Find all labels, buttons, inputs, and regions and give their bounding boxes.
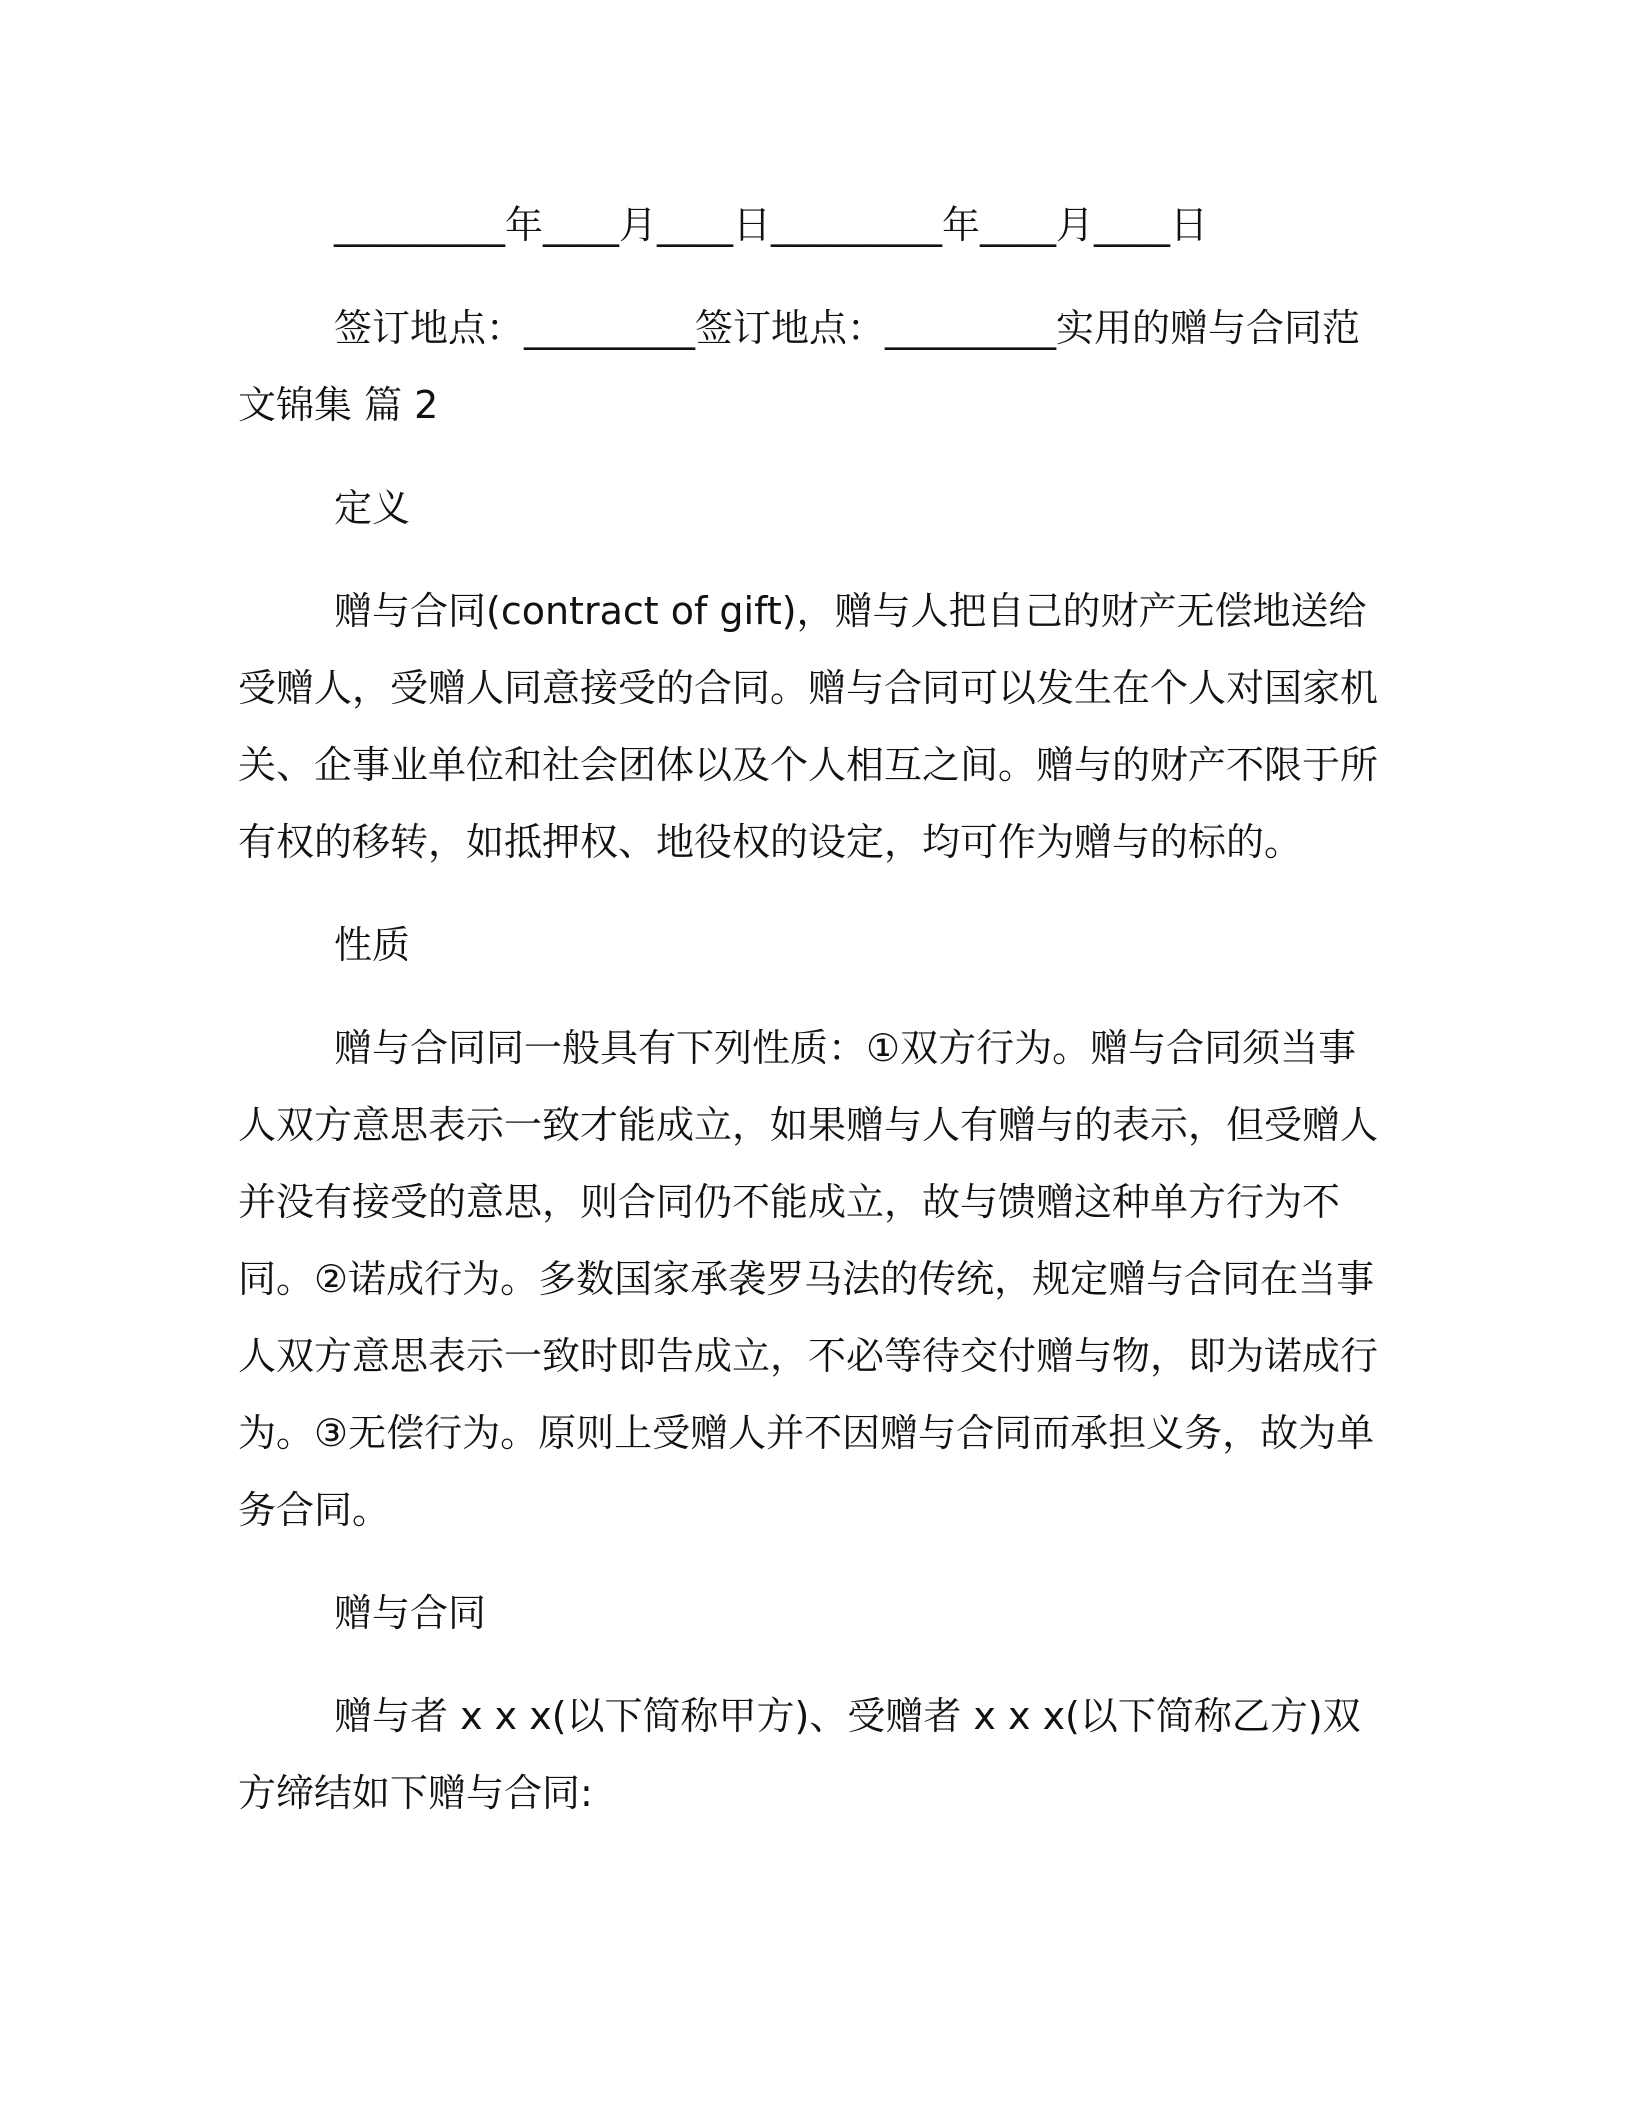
heading-definition: 定义 bbox=[334, 486, 411, 530]
sign-place-line: 签订地点：_________签订地点：_________实用的赠与合同范文锦集 篇 2 bbox=[238, 306, 1361, 427]
nature-paragraph: 赠与合同同一般具有下列性质：①双方行为。赠与合同须当事人双方意思表示一致才能成立，如果赠与人有赠与的表示，但受赠人并没有接受的意思，则合同仍不能成立，故与馈赠这种单方行为不同。②诺成行为。多数国家承袭罗马法的传统，规定赠与合同在当事人双方意思表示一致时即告成立，不必等待交付赠与物，即为诺成行为。③无偿行为。原则上受赠人并不因赠与合同而承担义务，故为单务合同。 bbox=[238, 1026, 1379, 1532]
date-line: _________年____月____日_________年____月____日 bbox=[334, 203, 1209, 247]
document-body bbox=[238, 187, 1380, 1858]
contract-paragraph: 赠与者 x x x(以下简称甲方)、受赠者 x x x(以下简称乙方)双方缔结如下赠与合同: bbox=[238, 1694, 1361, 1815]
heading-contract: 赠与合同 bbox=[334, 1591, 487, 1635]
heading-nature: 性质 bbox=[334, 923, 411, 967]
definition-paragraph: 赠与合同(contract of gift)，赠与人把自己的财产无偿地送给受赠人，受赠人同意接受的合同。赠与合同可以发生在个人对国家机关、企事业单位和社会团体以及个人相互之间。赠与的财产不限于所有权的移转，如抵押权、地役权的设定，均可作为赠与的标的。 bbox=[238, 589, 1379, 864]
